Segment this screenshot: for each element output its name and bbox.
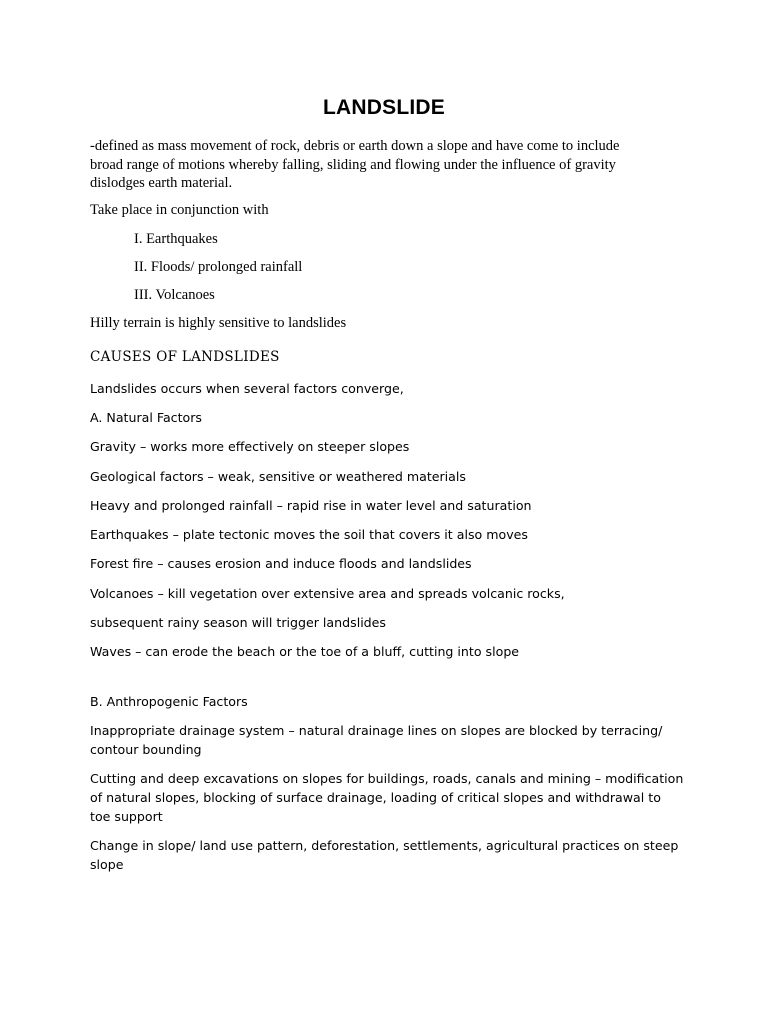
anthropogenic-factor-drainage: Inappropriate drainage system – natural drainage lines on slopes are blocked by terracing/ contour bounding [90, 723, 663, 757]
natural-factor-geological: Geological factors – weak, sensitive or weathered materials [90, 469, 466, 484]
natural-factor-volcanoes-cont: subsequent rainy season will trigger landslides [90, 615, 386, 630]
natural-factor-waves: Waves – can erode the beach or the toe of a bluff, cutting into slope [90, 644, 520, 659]
natural-factor-rainfall: Heavy and prolonged rainfall – rapid rise in water level and saturation [90, 498, 532, 513]
conjunction-item-earthquakes: I. Earthquakes [134, 231, 218, 247]
natural-factors-heading: A. Natural Factors [90, 410, 202, 425]
conjunction-item-volcanoes: III. Volcanoes [134, 287, 215, 303]
anthropogenic-factors-heading: B. Anthropogenic Factors [90, 694, 248, 709]
causes-intro: Landslides occurs when several factors converge, [90, 381, 404, 396]
definition-paragraph: -defined as mass movement of rock, debris or earth down a slope and have come to include broad range of motions whereby falling, sliding and flowing under the influence of gravity dislodges earth material. [90, 138, 620, 191]
conjunction-item-floods: II. Floods/ prolonged rainfall [134, 259, 303, 275]
natural-factor-forest-fire: Forest fire – causes erosion and induce floods and landslides [90, 556, 472, 571]
hilly-note: Hilly terrain is highly sensitive to landslides [90, 315, 347, 331]
natural-factor-gravity: Gravity – works more effectively on steeper slopes [90, 439, 410, 454]
natural-factor-volcanoes: Volcanoes – kill vegetation over extensive area and spreads volcanic rocks, [90, 586, 565, 601]
anthropogenic-factor-land-use: Change in slope/ land use pattern, deforestation, settlements, agricultural practices on steep slope [90, 838, 679, 872]
document-title: LANDSLIDE [323, 96, 445, 119]
causes-heading: CAUSES OF LANDSLIDES [90, 349, 280, 365]
natural-factor-earthquakes: Earthquakes – plate tectonic moves the soil that covers it also moves [90, 527, 528, 542]
conjunction-intro: Take place in conjunction with [90, 202, 269, 218]
anthropogenic-factor-excavations: Cutting and deep excavations on slopes for buildings, roads, canals and mining – modification of natural slopes, blocking of surface drainage, loading of critical slopes and withdrawal to toe support [90, 771, 684, 824]
